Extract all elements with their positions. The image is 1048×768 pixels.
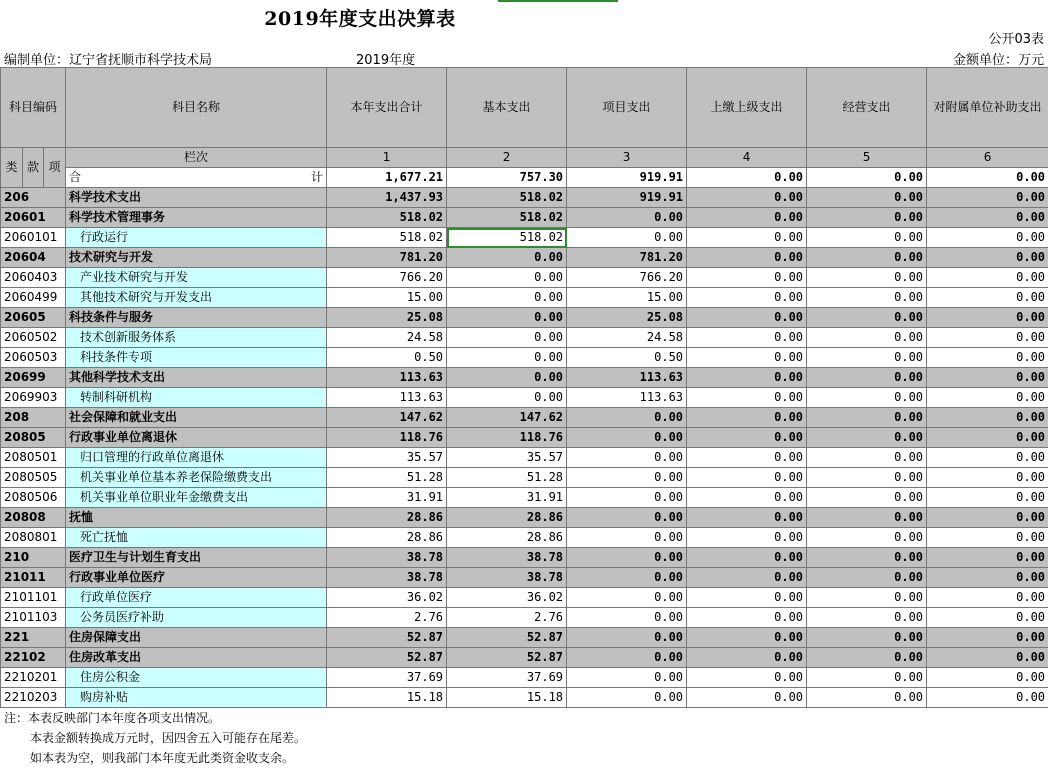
row-value-3[interactable]: 0.00 (567, 488, 687, 508)
row-value-4[interactable]: 0.00 (687, 428, 807, 448)
row-value-3[interactable]: 0.00 (567, 668, 687, 688)
table-row (1, 568, 1048, 588)
row-value-5[interactable]: 0.00 (807, 188, 927, 208)
note-1: 注：本表反映部门本年度各项支出情况。 (4, 708, 306, 728)
row-value-1[interactable]: 38.78 (327, 568, 447, 588)
row-name[interactable]: 归口管理的行政单位离退休 (66, 448, 327, 468)
row-name[interactable]: 行政单位医疗 (66, 588, 327, 608)
row-code[interactable]: 2080501 (1, 448, 66, 468)
row-name[interactable]: 住房保障支出 (66, 628, 327, 648)
row-value-2[interactable]: 15.18 (447, 688, 567, 708)
row-value-5[interactable]: 0.00 (807, 208, 927, 228)
row-name[interactable]: 死亡抚恤 (66, 528, 327, 548)
row-code[interactable]: 2101103 (1, 608, 66, 628)
row-value-4[interactable]: 0.00 (687, 228, 807, 248)
row-name[interactable]: 转制科研机构 (66, 388, 327, 408)
row-value-4[interactable]: 0.00 (687, 588, 807, 608)
row-value-6[interactable]: 0.00 (927, 308, 1048, 328)
row-name[interactable]: 科技条件与服务 (66, 308, 327, 328)
row-value-3[interactable]: 25.08 (567, 308, 687, 328)
row-value-4[interactable]: 0.00 (687, 288, 807, 308)
row-name[interactable]: 医疗卫生与计划生育支出 (66, 548, 327, 568)
row-value-2[interactable]: 35.57 (447, 448, 567, 468)
row-value-2[interactable]: 118.76 (447, 428, 567, 448)
row-value-5[interactable]: 0.00 (807, 628, 927, 648)
row-code[interactable]: 21011 (1, 568, 66, 588)
row-value-3[interactable]: 0.00 (567, 548, 687, 568)
row-code[interactable]: 2080801 (1, 528, 66, 548)
row-value-5[interactable]: 0.00 (807, 568, 927, 588)
row-value-3[interactable]: 0.00 (567, 228, 687, 248)
row-value-4[interactable]: 0.00 (687, 468, 807, 488)
row-name[interactable]: 科技条件专项 (66, 348, 327, 368)
row-value-6[interactable]: 0.00 (927, 428, 1048, 448)
row-name[interactable]: 购房补贴 (66, 688, 327, 708)
row-value-2[interactable]: 0.00 (447, 288, 567, 308)
row-value-5[interactable]: 0.00 (807, 288, 927, 308)
row-value-2[interactable]: 518.02 (447, 228, 567, 248)
table-row (1, 668, 1048, 688)
header-basic[interactable]: 基本支出 (447, 68, 567, 148)
row-value-2[interactable]: 0.00 (447, 368, 567, 388)
header-subsidy[interactable]: 对附属单位补助支出 (927, 68, 1048, 148)
table-row (1, 188, 1048, 208)
row-value-5[interactable]: 0.00 (807, 408, 927, 428)
col-num-5[interactable]: 5 (807, 148, 927, 168)
row-name[interactable]: 行政运行 (66, 228, 327, 248)
table-row (1, 588, 1048, 608)
row-value-3[interactable]: 113.63 (567, 368, 687, 388)
header-business[interactable]: 经营支出 (807, 68, 927, 148)
row-value-2[interactable]: 28.86 (447, 528, 567, 548)
table-row (1, 248, 1048, 268)
row-value-5[interactable]: 0.00 (807, 428, 927, 448)
compiling-unit: 编制单位：辽宁省抚顺市科学技术局 (4, 49, 212, 68)
row-name[interactable]: 机关事业单位职业年金缴费支出 (66, 488, 327, 508)
row-name[interactable]: 机关事业单位基本养老保险缴费支出 (66, 468, 327, 488)
row-value-4[interactable]: 0.00 (687, 268, 807, 288)
row-value-2[interactable]: 0.00 (447, 308, 567, 328)
row-value-2[interactable]: 0.00 (447, 348, 567, 368)
row-value-1[interactable]: 781.20 (327, 248, 447, 268)
row-value-6[interactable]: 0.00 (927, 488, 1048, 508)
row-value-6[interactable]: 0.00 (927, 468, 1048, 488)
row-code[interactable]: 20601 (1, 208, 66, 228)
table-row (1, 628, 1048, 648)
row-value-3[interactable]: 0.00 (567, 568, 687, 588)
row-name[interactable]: 公务员医疗补助 (66, 608, 327, 628)
page-title: 2019年度支出决算表 (0, 4, 720, 31)
row-value-1[interactable]: 35.57 (327, 448, 447, 468)
row-code[interactable]: 2069903 (1, 388, 66, 408)
table-row (1, 228, 1048, 248)
row-value-2[interactable]: 147.62 (447, 408, 567, 428)
row-value-1[interactable]: 37.69 (327, 668, 447, 688)
row-code[interactable]: 2080506 (1, 488, 66, 508)
row-value-1[interactable]: 518.02 (327, 228, 447, 248)
row-name[interactable]: 产业技术研究与开发 (66, 268, 327, 288)
table-row (1, 508, 1048, 528)
row-value-6[interactable]: 0.00 (927, 548, 1048, 568)
row-code[interactable]: 2060101 (1, 228, 66, 248)
table-row (1, 208, 1048, 228)
header-lanci[interactable]: 栏次 (66, 148, 327, 168)
row-value-5[interactable]: 0.00 (807, 608, 927, 628)
row-value-6[interactable]: 0.00 (927, 508, 1048, 528)
row-value-6[interactable]: 0.00 (927, 648, 1048, 668)
table-row (1, 288, 1048, 308)
header-upper[interactable]: 上缴上级支出 (687, 68, 807, 148)
row-value-1[interactable]: 0.50 (327, 348, 447, 368)
col-num-6[interactable]: 6 (927, 148, 1048, 168)
table-row (1, 428, 1048, 448)
row-code[interactable]: 208 (1, 408, 66, 428)
row-value-4[interactable]: 0.00 (687, 368, 807, 388)
row-code[interactable]: 2210203 (1, 688, 66, 708)
row-value-4[interactable]: 0.00 (687, 548, 807, 568)
row-value-6[interactable]: 0.00 (927, 368, 1048, 388)
row-value-5[interactable]: 0.00 (807, 328, 927, 348)
row-value-3[interactable]: 0.00 (567, 468, 687, 488)
row-value-1[interactable]: 28.86 (327, 508, 447, 528)
row-name[interactable]: 技术创新服务体系 (66, 328, 327, 348)
expenditure-table (0, 67, 1048, 708)
row-value-6[interactable]: 0.00 (927, 328, 1048, 348)
row-code[interactable]: 20805 (1, 428, 66, 448)
table-row (1, 528, 1048, 548)
header-kuan[interactable]: 款 (23, 148, 44, 188)
table-row (1, 448, 1048, 468)
row-value-3[interactable]: 0.00 (567, 428, 687, 448)
table-row (1, 648, 1048, 668)
notes (4, 708, 306, 768)
row-value-6[interactable]: 0.00 (927, 568, 1048, 588)
row-value-1[interactable]: 766.20 (327, 268, 447, 288)
row-value-5[interactable]: 0.00 (807, 468, 927, 488)
row-value-2[interactable]: 37.69 (447, 668, 567, 688)
row-value-5[interactable]: 0.00 (807, 588, 927, 608)
row-value-3[interactable]: 919.91 (567, 188, 687, 208)
row-value-6[interactable]: 0.00 (927, 268, 1048, 288)
row-value-2[interactable]: 31.91 (447, 488, 567, 508)
amount-unit: 金额单位：万元 (953, 49, 1044, 68)
row-name[interactable]: 技术研究与开发 (66, 248, 327, 268)
row-value-6[interactable]: 0.00 (927, 248, 1048, 268)
row-code[interactable]: 206 (1, 188, 66, 208)
row-value-5[interactable]: 0.00 (807, 228, 927, 248)
total-value-4[interactable]: 0.00 (687, 168, 807, 188)
row-value-3[interactable]: 0.00 (567, 628, 687, 648)
row-value-2[interactable]: 518.02 (447, 188, 567, 208)
row-name[interactable]: 行政事业单位医疗 (66, 568, 327, 588)
row-value-4[interactable]: 0.00 (687, 608, 807, 628)
row-value-2[interactable]: 52.87 (447, 648, 567, 668)
row-value-5[interactable]: 0.00 (807, 688, 927, 708)
row-value-3[interactable]: 0.00 (567, 408, 687, 428)
row-value-1[interactable]: 147.62 (327, 408, 447, 428)
row-value-6[interactable]: 0.00 (927, 628, 1048, 648)
row-value-3[interactable]: 0.00 (567, 528, 687, 548)
total-value-2[interactable]: 757.30 (447, 168, 567, 188)
row-value-6[interactable]: 0.00 (927, 408, 1048, 428)
table-row (1, 548, 1048, 568)
row-value-6[interactable]: 0.00 (927, 608, 1048, 628)
row-code[interactable]: 22102 (1, 648, 66, 668)
row-value-3[interactable]: 113.63 (567, 388, 687, 408)
row-value-5[interactable]: 0.00 (807, 268, 927, 288)
row-code[interactable]: 2210201 (1, 668, 66, 688)
row-value-6[interactable]: 0.00 (927, 448, 1048, 468)
row-value-3[interactable]: 0.00 (567, 508, 687, 528)
total-value-3[interactable]: 919.91 (567, 168, 687, 188)
row-value-1[interactable]: 28.86 (327, 528, 447, 548)
total-value-5[interactable]: 0.00 (807, 168, 927, 188)
row-value-1[interactable]: 31.91 (327, 488, 447, 508)
row-value-3[interactable]: 781.20 (567, 248, 687, 268)
row-name[interactable]: 住房改革支出 (66, 648, 327, 668)
row-value-6[interactable]: 0.00 (927, 288, 1048, 308)
row-value-5[interactable]: 0.00 (807, 548, 927, 568)
row-value-1[interactable]: 1,437.93 (327, 188, 447, 208)
table-row (1, 608, 1048, 628)
row-value-6[interactable]: 0.00 (927, 188, 1048, 208)
table-row (1, 388, 1048, 408)
fiscal-year: 2019年度 (356, 49, 415, 68)
row-value-2[interactable]: 0.00 (447, 268, 567, 288)
row-value-6[interactable]: 0.00 (927, 228, 1048, 248)
table-row (1, 408, 1048, 428)
row-value-6[interactable]: 0.00 (927, 208, 1048, 228)
row-value-4[interactable]: 0.00 (687, 488, 807, 508)
row-value-5[interactable]: 0.00 (807, 668, 927, 688)
row-code[interactable]: 20604 (1, 248, 66, 268)
table-row (1, 328, 1048, 348)
row-code[interactable]: 2101101 (1, 588, 66, 608)
row-name[interactable]: 住房公积金 (66, 668, 327, 688)
row-value-4[interactable]: 0.00 (687, 628, 807, 648)
row-code[interactable]: 2060403 (1, 268, 66, 288)
row-value-2[interactable]: 52.87 (447, 628, 567, 648)
row-value-3[interactable]: 0.00 (567, 588, 687, 608)
row-value-1[interactable]: 52.87 (327, 628, 447, 648)
row-value-5[interactable]: 0.00 (807, 368, 927, 388)
header-name[interactable]: 科目名称 (66, 68, 327, 148)
row-value-1[interactable]: 38.78 (327, 548, 447, 568)
table-row (1, 348, 1048, 368)
row-value-3[interactable]: 0.00 (567, 648, 687, 668)
row-name[interactable]: 抚恤 (66, 508, 327, 528)
row-value-1[interactable]: 25.08 (327, 308, 447, 328)
row-value-3[interactable]: 24.58 (567, 328, 687, 348)
row-value-1[interactable]: 15.18 (327, 688, 447, 708)
total-label-right: 计 (311, 168, 323, 187)
row-value-2[interactable]: 38.78 (447, 548, 567, 568)
row-value-5[interactable]: 0.00 (807, 388, 927, 408)
row-value-1[interactable]: 24.58 (327, 328, 447, 348)
row-name[interactable]: 社会保障和就业支出 (66, 408, 327, 428)
row-value-4[interactable]: 0.00 (687, 508, 807, 528)
row-value-3[interactable]: 15.00 (567, 288, 687, 308)
row-value-4[interactable]: 0.00 (687, 308, 807, 328)
row-value-5[interactable]: 0.00 (807, 308, 927, 328)
row-value-2[interactable]: 0.00 (447, 248, 567, 268)
row-value-2[interactable]: 518.02 (447, 208, 567, 228)
row-code[interactable]: 20808 (1, 508, 66, 528)
row-value-4[interactable]: 0.00 (687, 328, 807, 348)
row-code[interactable]: 20605 (1, 308, 66, 328)
row-value-4[interactable]: 0.00 (687, 188, 807, 208)
total-label[interactable] (66, 168, 327, 188)
row-value-4[interactable]: 0.00 (687, 408, 807, 428)
table-row (1, 468, 1048, 488)
row-value-4[interactable]: 0.00 (687, 208, 807, 228)
col-num-2[interactable]: 2 (447, 148, 567, 168)
table-row (1, 308, 1048, 328)
row-value-5[interactable]: 0.00 (807, 348, 927, 368)
row-value-4[interactable]: 0.00 (687, 528, 807, 548)
header-project[interactable]: 项目支出 (567, 68, 687, 148)
row-code[interactable]: 210 (1, 548, 66, 568)
row-code[interactable]: 2060499 (1, 288, 66, 308)
row-value-5[interactable]: 0.00 (807, 528, 927, 548)
row-value-1[interactable]: 51.28 (327, 468, 447, 488)
row-code[interactable]: 221 (1, 628, 66, 648)
col-num-3[interactable]: 3 (567, 148, 687, 168)
row-value-2[interactable]: 36.02 (447, 588, 567, 608)
row-value-2[interactable]: 0.00 (447, 388, 567, 408)
row-value-6[interactable]: 0.00 (927, 388, 1048, 408)
row-value-3[interactable]: 766.20 (567, 268, 687, 288)
row-value-3[interactable]: 0.00 (567, 448, 687, 468)
row-value-4[interactable]: 0.00 (687, 448, 807, 468)
row-value-6[interactable]: 0.00 (927, 688, 1048, 708)
row-value-4[interactable]: 0.00 (687, 668, 807, 688)
header-xiang[interactable]: 项 (44, 148, 66, 188)
row-value-2[interactable]: 28.86 (447, 508, 567, 528)
table-row (1, 688, 1048, 708)
row-value-4[interactable]: 0.00 (687, 348, 807, 368)
row-value-6[interactable]: 0.00 (927, 668, 1048, 688)
row-value-5[interactable]: 0.00 (807, 448, 927, 468)
row-name[interactable]: 其他科学技术支出 (66, 368, 327, 388)
row-code[interactable]: 2080505 (1, 468, 66, 488)
row-value-1[interactable]: 518.02 (327, 208, 447, 228)
row-value-2[interactable]: 38.78 (447, 568, 567, 588)
row-name[interactable]: 行政事业单位离退休 (66, 428, 327, 448)
row-value-2[interactable]: 2.76 (447, 608, 567, 628)
row-value-4[interactable]: 0.00 (687, 648, 807, 668)
row-value-5[interactable]: 0.00 (807, 648, 927, 668)
total-label-left: 合 (69, 170, 81, 184)
row-value-1[interactable]: 2.76 (327, 608, 447, 628)
row-value-5[interactable]: 0.00 (807, 508, 927, 528)
row-value-6[interactable]: 0.00 (927, 588, 1048, 608)
row-value-4[interactable]: 0.00 (687, 248, 807, 268)
top-accent-line (498, 0, 618, 2)
row-value-1[interactable]: 52.87 (327, 648, 447, 668)
total-value-6[interactable]: 0.00 (927, 168, 1048, 188)
total-value-1[interactable]: 1,677.21 (327, 168, 447, 188)
header-total[interactable]: 本年支出合计 (327, 68, 447, 148)
row-value-1[interactable]: 36.02 (327, 588, 447, 608)
table-row (1, 488, 1048, 508)
header-lei[interactable]: 类 (1, 148, 23, 188)
row-value-6[interactable]: 0.00 (927, 528, 1048, 548)
total-row (1, 168, 1048, 188)
row-value-1[interactable]: 113.63 (327, 388, 447, 408)
col-num-1[interactable]: 1 (327, 148, 447, 168)
row-value-2[interactable]: 51.28 (447, 468, 567, 488)
row-name[interactable]: 科学技术支出 (66, 188, 327, 208)
table-row (1, 268, 1048, 288)
table-row (1, 368, 1048, 388)
row-value-4[interactable]: 0.00 (687, 568, 807, 588)
row-value-1[interactable]: 118.76 (327, 428, 447, 448)
row-value-3[interactable]: 0.00 (567, 208, 687, 228)
row-code[interactable]: 2060502 (1, 328, 66, 348)
document-number: 公开03表 (988, 28, 1044, 47)
note-2: 本表金额转换成万元时，因四舍五入可能存在尾差。 (4, 728, 306, 748)
row-name[interactable]: 科学技术管理事务 (66, 208, 327, 228)
row-value-1[interactable]: 15.00 (327, 288, 447, 308)
row-value-5[interactable]: 0.00 (807, 248, 927, 268)
row-value-2[interactable]: 0.00 (447, 328, 567, 348)
row-value-4[interactable]: 0.00 (687, 688, 807, 708)
row-value-3[interactable]: 0.50 (567, 348, 687, 368)
row-code[interactable]: 2060503 (1, 348, 66, 368)
row-value-3[interactable]: 0.00 (567, 608, 687, 628)
row-value-4[interactable]: 0.00 (687, 388, 807, 408)
header-code[interactable]: 科目编码 (1, 68, 66, 148)
row-value-1[interactable]: 113.63 (327, 368, 447, 388)
col-num-4[interactable]: 4 (687, 148, 807, 168)
row-value-5[interactable]: 0.00 (807, 488, 927, 508)
row-value-3[interactable]: 0.00 (567, 688, 687, 708)
row-value-6[interactable]: 0.00 (927, 348, 1048, 368)
row-code[interactable]: 20699 (1, 368, 66, 388)
row-name[interactable]: 其他技术研究与开发支出 (66, 288, 327, 308)
note-3: 如本表为空，则我部门本年度无此类资金收支余。 (4, 748, 306, 768)
